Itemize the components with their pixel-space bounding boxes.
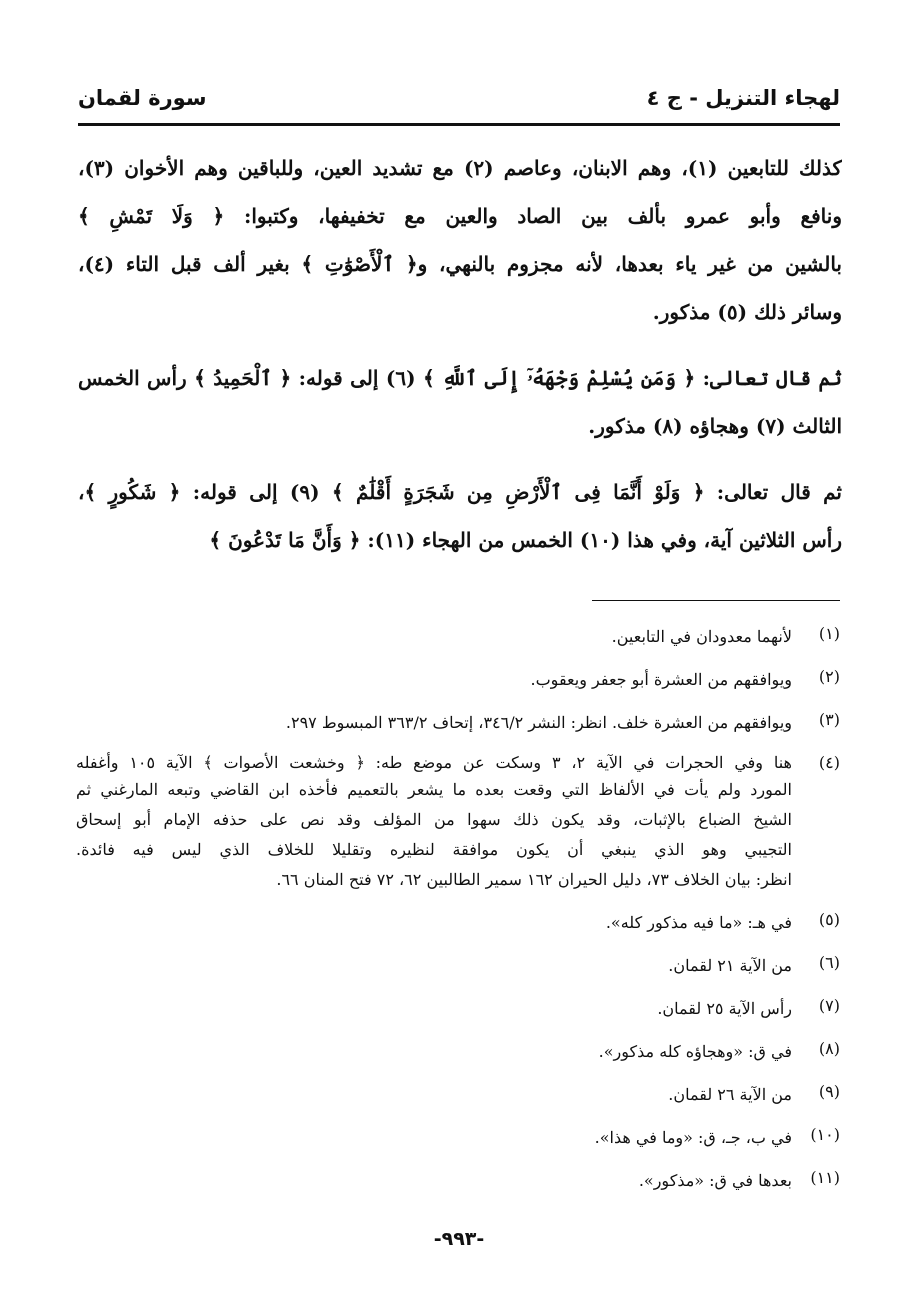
footnote	[76, 994, 840, 1024]
footnote-number: (٢)	[818, 667, 840, 686]
text-line: رأس الثلاثين آية، وفي هذا (١٠) الخمس من الهجاء (١١): ﴿ وَأَنَّ مَا تَدْعُونَ ﴾	[209, 528, 842, 552]
footnote-line: لأنهما معدودان في التابعين.	[611, 627, 792, 646]
footnote-text	[76, 1166, 792, 1196]
header-rule	[78, 123, 840, 126]
paragraph	[78, 468, 842, 564]
footnote-line: في ب، جـ، ق: «وما في هذا».	[594, 1128, 792, 1147]
text-line: الثالث (٧) وهجاؤه (٨) مذكور.	[588, 414, 842, 438]
footnote-line: المورد ولم يأت في الألفاظ التي وقعت بعده ما يشعر بالتعميم فأخذه ابن القاضي وتبعه المارغني ثم	[76, 780, 792, 799]
running-header	[78, 86, 840, 116]
paragraph	[78, 144, 842, 336]
page-number: -٩٩٣-	[433, 1228, 485, 1250]
footnote	[76, 1123, 840, 1153]
footnote-text	[76, 908, 792, 938]
footnotes	[76, 622, 840, 1209]
footnote-line: بعدها في ق: «مذكور».	[638, 1171, 792, 1190]
footnote-text	[76, 1123, 792, 1153]
footnote-number: (٥)	[818, 910, 840, 929]
footnote-line: التجيبي وهو الذي ينبغي أن يكون موافقة لنظيره وتقليلا للخلاف الذي ليس فيه فائدة.	[76, 840, 792, 859]
footnote-text	[76, 708, 792, 738]
footnote-number: (٩)	[818, 1082, 840, 1101]
text-line: ثم قال تعالى: ﴿ وَلَوْ أَنَّمَا فِى ٱلْأَرْضِ مِن شَجَرَةٍ أَقْلَٰمٌ ﴾ (٩) إلى قوله: ﴿ شَكُورٍ ﴾،	[78, 480, 842, 504]
footnote-line: في هـ: «ما فيه مذكور كله».	[605, 913, 792, 932]
footnote-line: رأس الآية ٢٥ لقمان.	[657, 999, 792, 1018]
footnote	[76, 908, 840, 938]
footnote-text	[76, 622, 792, 652]
text-line: كذلك للتابعين (١)، وهم الابنان، وعاصم (٢) مع تشديد العين، وللباقين وهم الأخوان (٣)،	[78, 156, 842, 180]
footnote-line: من الآية ٢٦ لقمان.	[668, 1085, 792, 1104]
footnote-text	[76, 665, 792, 695]
main-text	[78, 144, 842, 582]
text-line: وسائر ذلك (٥) مذكور.	[652, 300, 842, 324]
footnote	[76, 665, 840, 695]
footnote-number: (١٠)	[810, 1125, 840, 1144]
footnote-line: ويوافقهم من العشرة خلف. انظر: النشر ٣٤٦/٢، إتحاف ٣٦٣/٢ المبسوط ٢٩٧.	[285, 713, 792, 732]
footnote-line: الشيخ الضباع بالإثبات، وقد يكون ذلك سهوا من المؤلف وقد نص على حذفه الإمام أبو إسحاق	[76, 810, 792, 829]
book-title-header: لهجاء التنزيل - ج ٤	[646, 86, 840, 110]
footnote-number: (٧)	[818, 996, 840, 1015]
footnote-number: (٤)	[818, 753, 840, 772]
footnote-number: (٣)	[818, 710, 840, 729]
footnote	[76, 751, 840, 895]
footnote-line: من الآية ٢١ لقمان.	[668, 956, 792, 975]
footnote-text	[76, 951, 792, 981]
footnote	[76, 1166, 840, 1196]
footnote-number: (١١)	[810, 1168, 840, 1187]
footnote-line: ويوافقهم من العشرة أبو جعفر ويعقوب.	[530, 670, 792, 689]
footnote	[76, 622, 840, 652]
footnote-text	[76, 751, 792, 895]
footnote-line: في ق: «وهجاؤه كله مذكور».	[598, 1042, 792, 1061]
footnote-text	[76, 1080, 792, 1110]
footnote-number: (٦)	[818, 953, 840, 972]
footnote-number: (٨)	[818, 1039, 840, 1058]
footnote	[76, 1037, 840, 1067]
footnote-line: هنا وفي الحجرات في الآية ٢، ٣ وسكت عن موضع طه: ﴿ وخشعت الأصوات ﴾ الآية ١٠٥ وأغفله	[76, 753, 792, 772]
footnote	[76, 951, 840, 981]
text-line: بالشين من غير ياء بعدها، لأنه مجزوم بالنهي، و﴿ ٱلْأَصْوَٰتِ ﴾ بغير ألف قبل التاء (٤)،	[78, 252, 842, 276]
footnote	[76, 1080, 840, 1110]
paragraph	[78, 354, 842, 450]
text-line: ونافع وأبو عمرو بألف بين الصاد والعين مع تخفيفها، وكتبوا: ﴿ وَلَا تَمْشِ ﴾	[78, 204, 842, 228]
surah-title-header: سورة لقمان	[78, 86, 207, 110]
footnote-text	[76, 1037, 792, 1067]
footnote	[76, 708, 840, 738]
footnote-line: انظر: بيان الخلاف ٧٣، دليل الحيران ١٦٢ سمير الطالبين ٦٢، ٧٢ فتح المنان ٦٦.	[276, 870, 792, 889]
text-line: ثم قال تعالى: ﴿ وَمَن يُسْلِمْ وَجْهَهُۥٓ إِلَى ٱللَّهِ ﴾ (٦) إلى قوله: ﴿ ٱلْحَمِيدُ ﴾ رأس الخمس	[78, 366, 842, 390]
footnote-text	[76, 994, 792, 1024]
footnote-separator	[592, 600, 840, 601]
footnote-number: (١)	[818, 624, 840, 643]
